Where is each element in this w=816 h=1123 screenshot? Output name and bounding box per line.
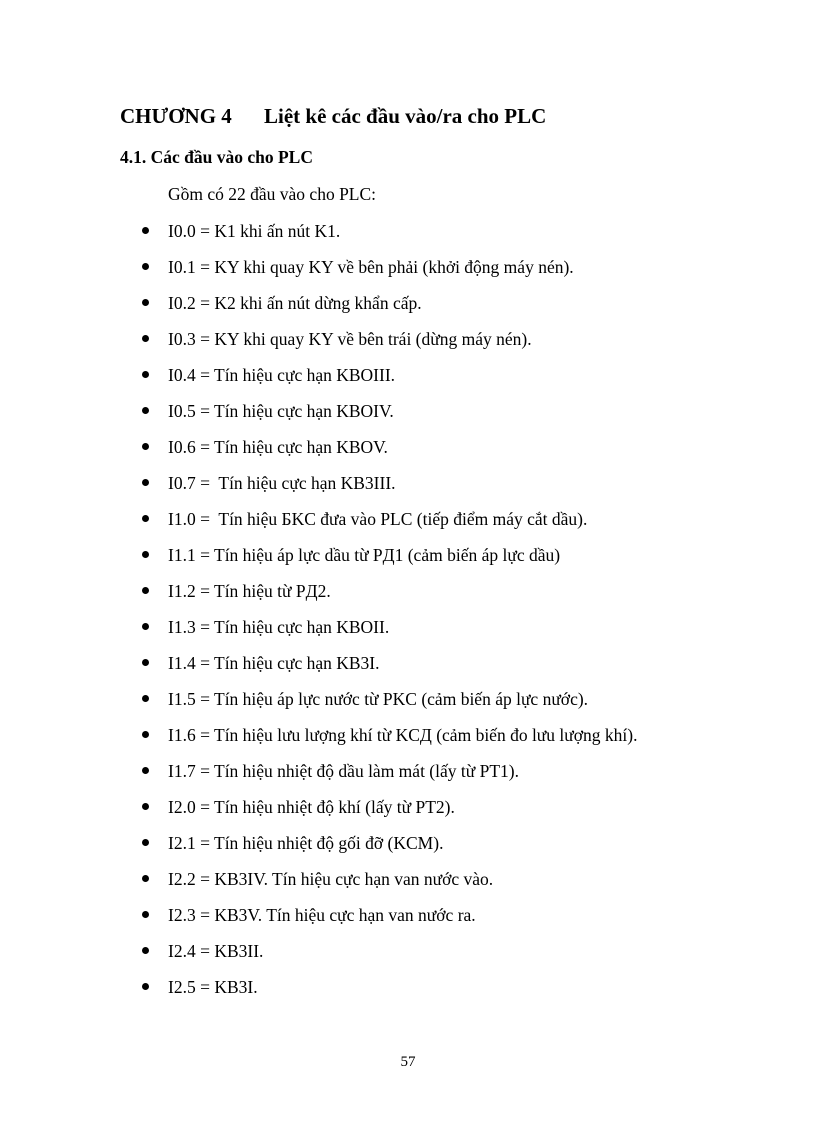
list-item-text: I1.5 = Tín hiệu áp lực nước từ PKC (cảm biến áp lực nước). [168, 689, 589, 709]
bullet-icon [142, 515, 149, 522]
list-item-text: I2.2 = KB3IV. Tín hiệu cực hạn van nước vào. [168, 869, 494, 889]
list-item-text: I2.0 = Tín hiệu nhiệt độ khí (lấy từ PT2). [168, 797, 455, 817]
bullet-icon [142, 263, 149, 270]
intro-paragraph: Gồm có 22 đầu vào cho PLC: [168, 184, 377, 204]
bullet-icon [142, 803, 149, 810]
bullet-icon [142, 551, 149, 558]
bullet-icon [142, 659, 149, 666]
chapter-number: CHƯƠNG 4 [120, 104, 232, 128]
bullet-icon [142, 911, 149, 918]
bullet-icon [142, 839, 149, 846]
bullet-icon [142, 371, 149, 378]
list-item-text: I1.1 = Tín hiệu áp lực dầu từ PД1 (cảm biến áp lực dầu) [168, 545, 561, 565]
list-item-text: I2.1 = Tín hiệu nhiệt độ gối đỡ (KCM). [168, 833, 444, 853]
bullet-icon [142, 983, 149, 990]
list-item-text: I0.4 = Tín hiệu cực hạn KBOIII. [168, 365, 396, 385]
bullet-icon [142, 443, 149, 450]
list-item-text: I1.4 = Tín hiệu cực hạn KB3I. [168, 653, 380, 673]
list-item-text: I0.3 = KY khi quay KY về bên trái (dừng máy nén). [168, 329, 532, 349]
bullet-icon [142, 767, 149, 774]
list-item-text: I0.1 = KY khi quay KY về bên phải (khởi động máy nén). [168, 257, 574, 277]
section-heading: 4.1. Các đầu vào cho PLC [120, 147, 313, 167]
list-item-text: I1.3 = Tín hiệu cực hạn KBOII. [168, 617, 390, 637]
list-item-text: I0.5 = Tín hiệu cực hạn KBOIV. [168, 401, 394, 421]
list-item-text: I1.2 = Tín hiệu từ PД2. [168, 581, 331, 601]
list-item-text: I0.2 = K2 khi ấn nút dừng khẩn cấp. [168, 293, 422, 313]
chapter-title: Liệt kê các đầu vào/ra cho PLC [264, 104, 547, 128]
bullet-icon [142, 407, 149, 414]
list-item-text: I1.6 = Tín hiệu lưu lượng khí từ KCД (cảm biến đo lưu lượng khí). [168, 725, 638, 745]
chapter-heading [120, 103, 546, 129]
bullet-icon [142, 479, 149, 486]
bullet-icon [142, 875, 149, 882]
list-item-text: I0.0 = K1 khi ấn nút K1. [168, 221, 341, 241]
list-item-text: I2.5 = KB3I. [168, 977, 258, 997]
list-item-text: I0.6 = Tín hiệu cực hạn KBOV. [168, 437, 388, 457]
list-item-text: I1.0 = Tín hiệu БKC đưa vào PLC (tiếp điểm máy cắt dầu). [168, 509, 588, 529]
bullet-icon [142, 947, 149, 954]
bullet-icon [142, 587, 149, 594]
bullet-icon [142, 335, 149, 342]
bullet-icon [142, 731, 149, 738]
bullet-icon [142, 299, 149, 306]
list-item-text: I1.7 = Tín hiệu nhiệt độ dầu làm mát (lấy từ PT1). [168, 761, 519, 781]
page-number: 57 [400, 1054, 416, 1070]
list-item-text: I2.4 = KB3II. [168, 941, 264, 961]
list-item-text: I2.3 = KB3V. Tín hiệu cực hạn van nước ra. [168, 905, 476, 925]
bullet-icon [142, 623, 149, 630]
bullet-icon [142, 227, 149, 234]
list-item-text: I0.7 = Tín hiệu cực hạn KB3III. [168, 473, 396, 493]
bullet-icon [142, 695, 149, 702]
